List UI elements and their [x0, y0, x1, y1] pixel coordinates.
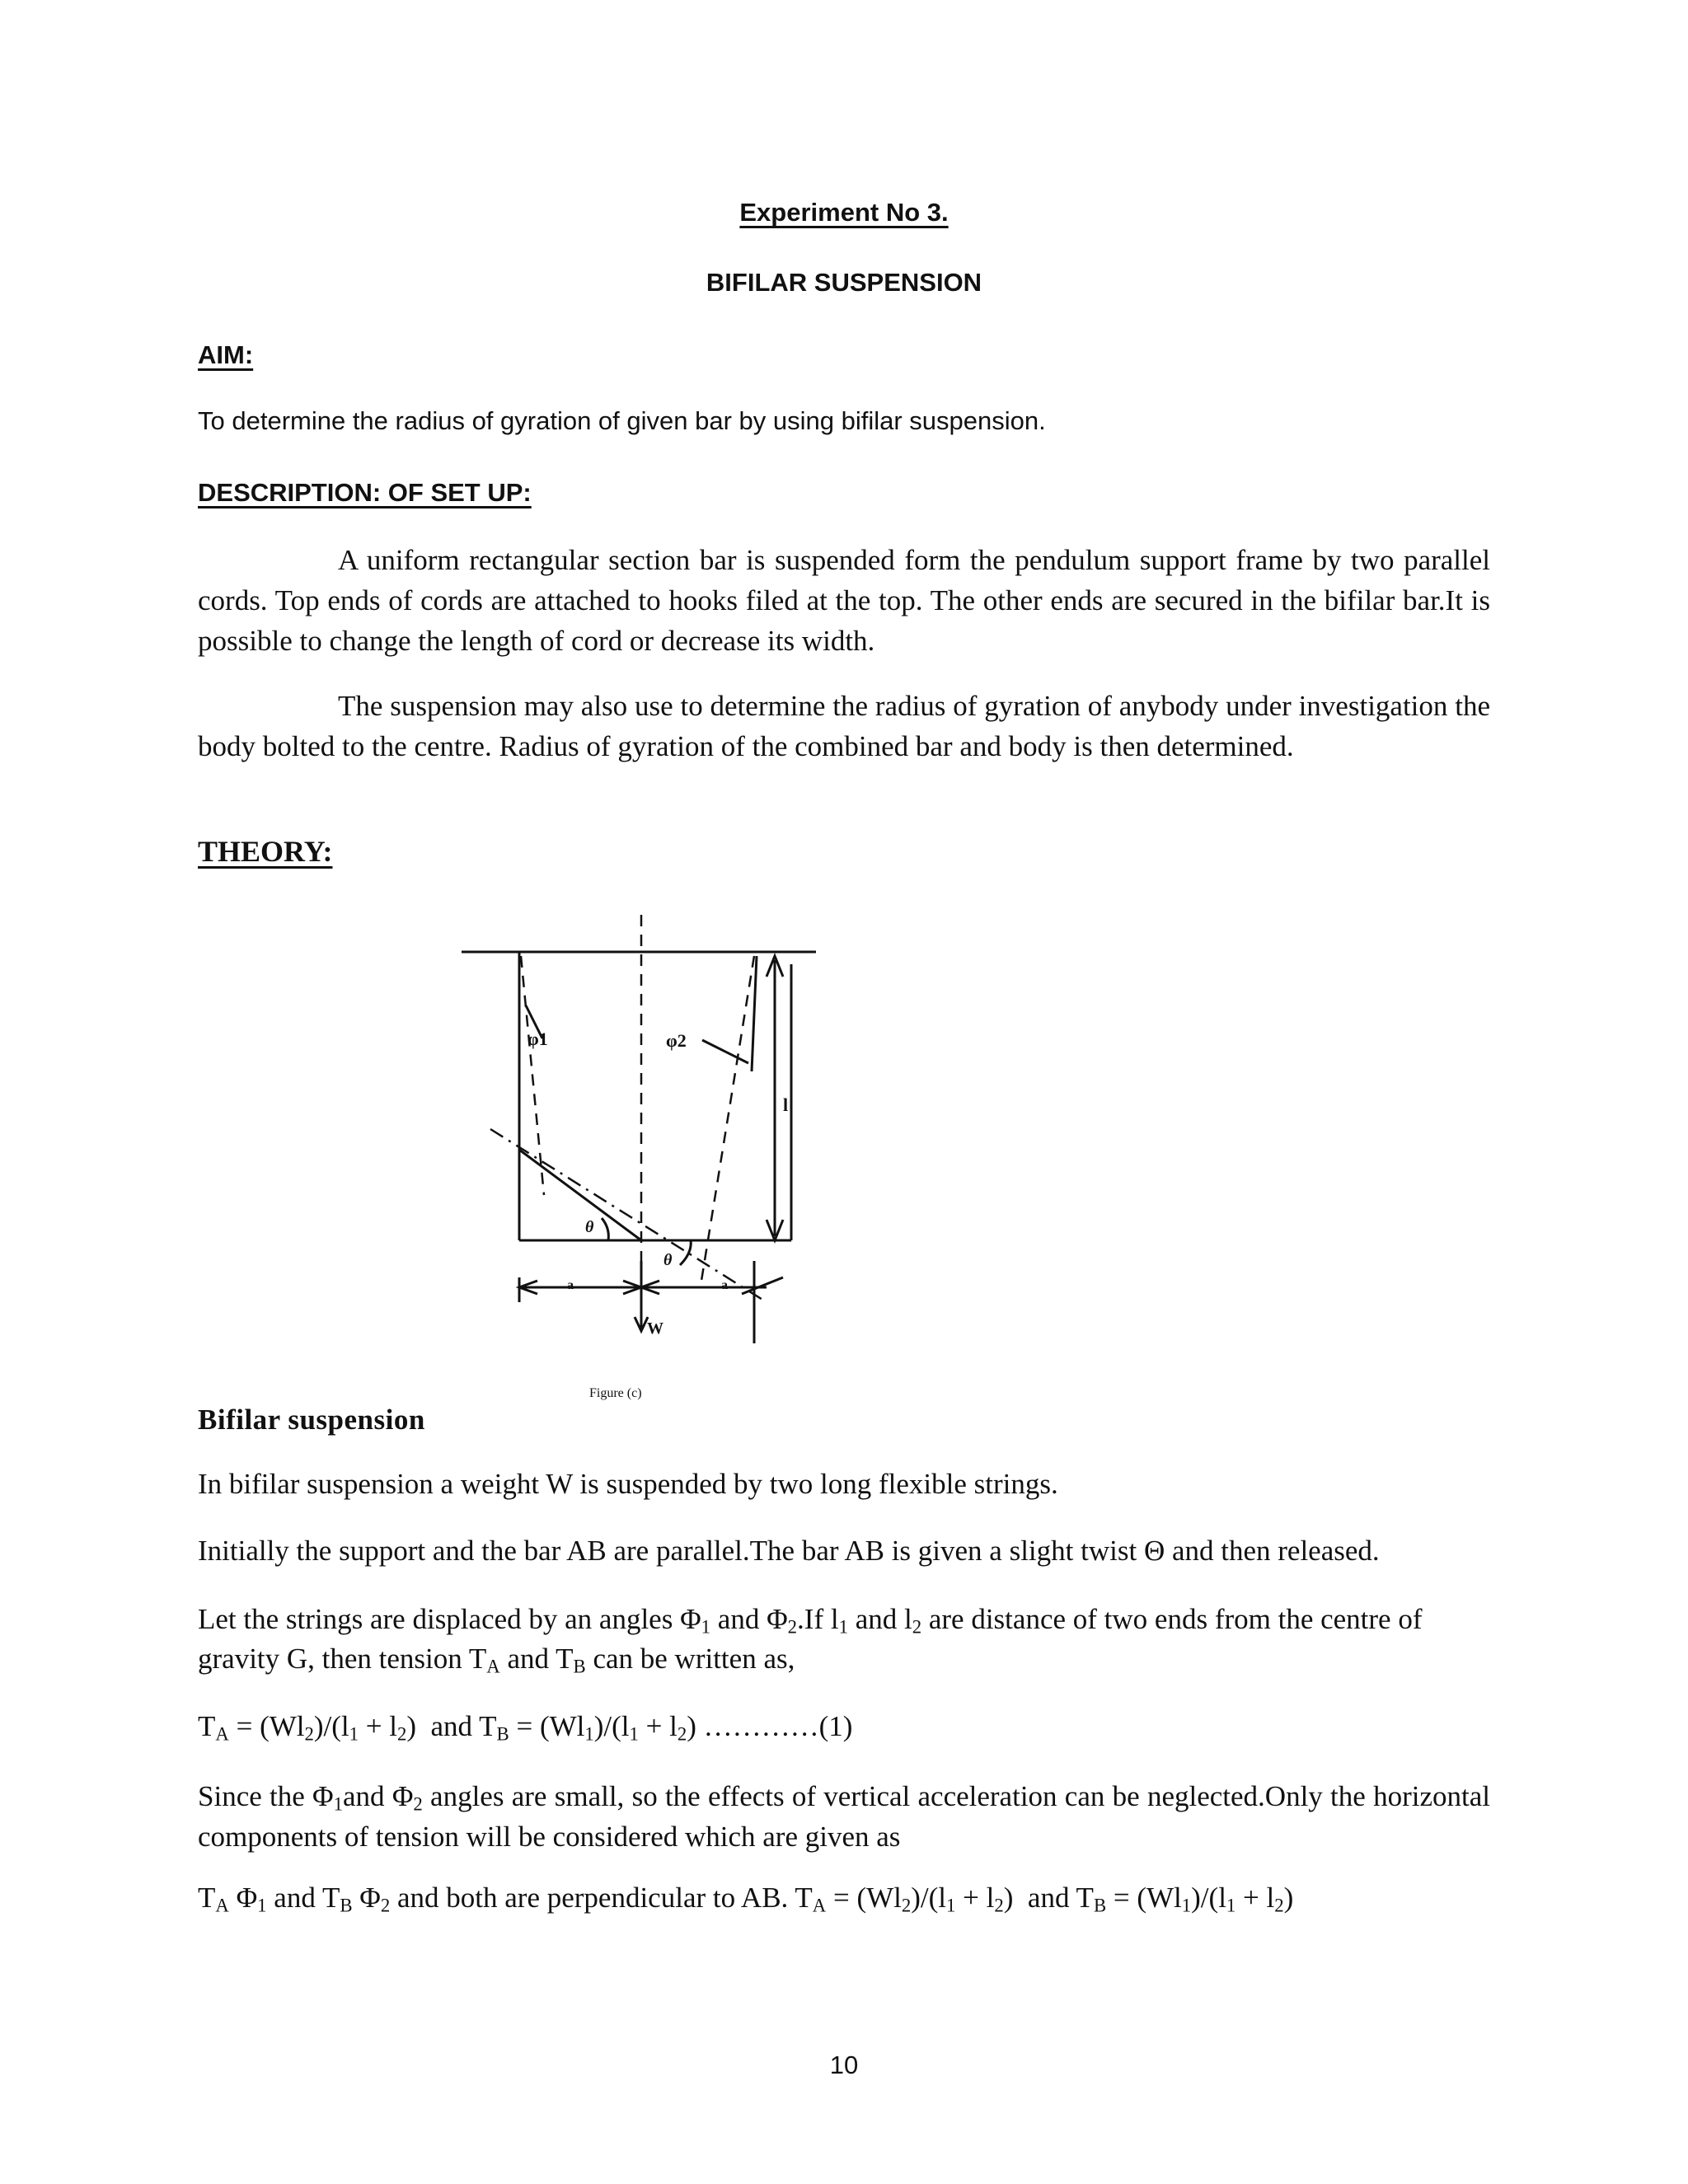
figure-caption: Figure (c): [589, 1386, 642, 1400]
aim-text: To determine the radius of gyration of given bar by using bifilar suspension.: [198, 406, 1046, 435]
length-label: l: [783, 1094, 789, 1115]
theta-arc-right: [680, 1240, 691, 1265]
description-paragraph-1: A uniform rectangular section bar is suspended form the pendulum support frame by two parallel cords. Top ends of cords are attached to hooks filed at the top. The other ends are secured in the bifilar bar.It is possible to change the length of cord or decrease its width.: [198, 544, 1490, 657]
bifilar-line-2: Initially the support and the bar AB are parallel.The bar AB is given a slight twist Θ and then released.: [198, 1535, 1380, 1567]
bifilar-line-4: gravity G, then tension $T_A$ and $T_B$ can be written as,: [198, 1643, 795, 1677]
w-label: W: [647, 1319, 663, 1338]
bifilar-diagram: [445, 915, 841, 1409]
aim-heading: AIM:: [198, 340, 254, 369]
description-heading: DESCRIPTION: OF SET UP:: [198, 478, 532, 507]
bifilar-heading: Bifilar suspension: [198, 1404, 425, 1436]
a-label-right: a: [721, 1278, 728, 1292]
equation-2: $T_A$ $\Phi_1$ and $T_B$ $\Phi_2$ and both are perpendicular to AB. $T_A = (Wl_2)/(l_1 + l_2)$ and $T_B = (Wl_1)/(l_1 + l_2)$: [198, 1882, 1294, 1916]
displaced-bar: [490, 1129, 767, 1302]
dim-tick-right: [742, 1277, 783, 1294]
phi2-label: φ2: [666, 1030, 687, 1051]
a-label-left: a: [567, 1278, 574, 1292]
equation-1: $T_A = (Wl_2)/(l_1 + l_2)$ and $T_B = (Wl_1)/(l_1 + l_2)$ …………(1): [198, 1710, 853, 1745]
description-paragraph-2: The suspension may also use to determine the radius of gyration of anybody under investigation the body bolted to the centre. Radius of gyration of the combined bar and body is then determined.: [198, 690, 1490, 762]
bifilar-line-1: In bifilar suspension a weight W is suspended by two long flexible strings.: [198, 1468, 1058, 1500]
right-string: [701, 956, 754, 1286]
theta-label-right: θ: [663, 1251, 673, 1269]
theta-arc-left: [602, 1218, 608, 1240]
right-solid: [752, 956, 757, 1071]
phi2-leader: [702, 1040, 748, 1063]
page-number: 10: [829, 2050, 859, 2079]
phi1-label: φ1: [528, 1029, 548, 1049]
document-title: BIFILAR SUSPENSION: [706, 268, 982, 297]
bar-solid-part: [519, 1150, 641, 1240]
bifilar-paragraph-5: Since the $\Phi_1and$ $\Phi_2$ angles are small, so the effects of vertical acceleration can be neglected.Only the horizontal components of tension will be considered which are given as: [198, 1780, 1490, 1853]
theta-label-left: θ: [585, 1218, 594, 1236]
theory-heading: THEORY:: [198, 835, 333, 868]
experiment-number: Experiment No 3.: [739, 198, 949, 227]
bifilar-line-3: Let the strings are displaced by an angles $\Phi_1$ and $\Phi_2.If$ $l_1$ and $l_2$ are distance of two ends from the centre of: [198, 1603, 1423, 1638]
